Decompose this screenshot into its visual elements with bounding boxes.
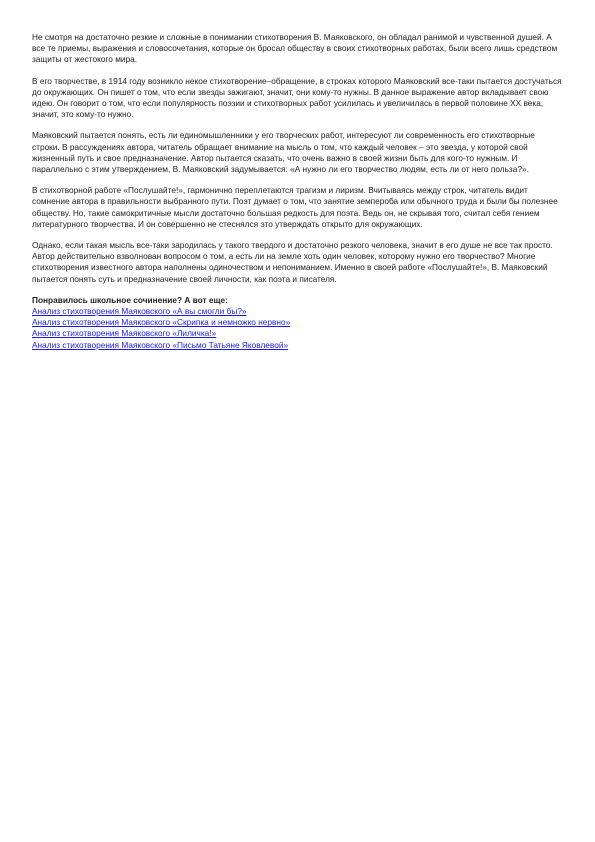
- essay-link-skripka[interactable]: Анализ стихотворения Маяковского «Скрипка и немножко нервно»: [32, 317, 291, 328]
- more-essays-links: [32, 306, 564, 351]
- list-item: [32, 328, 564, 339]
- paragraph-1914-poem: В его творчестве, в 1914 году возникло некое стихотворение–обращение, в строках которого Маяковский все-таки пытается достучаться до окружающих. Он пишет о том, что если звезды зажигают, значит, они кому-то нужны. В данное выражение автор вкладывает свою идею. Он говорит о том, что если популярность поэзии и стихотворных работ усилилась и увеличилась в первой половине XX века, значит, это кому-то нужно.: [32, 75, 562, 120]
- document-page: [32, 32, 564, 351]
- paragraph-listen-poem: В стихотворной работе «Послушайте!», гармонично переплетаются трагизм и лиризм. Вчитываясь между строк, читатель видит сомнение автора в правильности выбранного пути. Поэт думает о том, что занятие земпероба или обычного труда и были бы полезнее обществу. Но, такие самокритичные мысли достаточно большая редкость для поэта. Ведь он, не скрывая того, считал себя гением литературного творчества. И он совершенно не стеснялся это утверждать открыто для окружающих.: [32, 185, 558, 229]
- essay-link-lilichka[interactable]: Анализ стихотворения Маяковского «Лиличка!»: [32, 328, 217, 339]
- list-item: [32, 317, 564, 328]
- paragraph-intro: Не смотря на достаточно резкие и сложные в понимании стихотворения В. Маяковского, он обладал ранимой и чувственной душей. А все те приемы, выражения и словосочетания, которые он бросал обществу в своих стихотворных работах, были всего лишь средством защиты от жестокого мира.: [32, 32, 558, 65]
- essay-link-a-vy-smogli-by[interactable]: Анализ стихотворения Маяковского «А вы смогли бы?»: [32, 306, 247, 317]
- list-item: [32, 306, 564, 317]
- paragraph-like-minded: Маяковский пытается понять, есть ли единомышленники у его творческих работ, интересуют ли современность его стихотворные строки. В рассуждениях автора, читатель обращает внимание на мысль о том, что каждый человек – это звезда, у которой свой жизненный путь и свое предназначение. Автор пытается сказать, что очень важно в своей жизни быть для кого-то нужным. И параллельно с этим утверждением, В. Маяковский задумывается: «А нужно ли его творчество людям, есть ли от него польза?».: [32, 130, 535, 175]
- essay-link-pismo-tatyane[interactable]: Анализ стихотворения Маяковского «Письмо Татьяне Яковлевой»: [32, 339, 289, 350]
- more-essays-section: [32, 295, 564, 351]
- paragraph-conclusion: Однако, если такая мысль все-таки зародилась у такого твердого и достаточно резкого человека, значит в его душе не все так просто. Автор действительно взволнован вопросом о том, а есть ли на земле хоть один человек, которому нужно его творчество? Многие стихотворения известного автора наполнены одиночеством и непониманием. Именно в своей работе «Послушайте!», В. Маяковский пытается понять суть и предназначение своей личности, как поэта и писателя.: [32, 240, 553, 284]
- more-essays-heading: Понравилось школьное сочинение? А вот еще:: [32, 294, 228, 305]
- list-item: [32, 340, 564, 351]
